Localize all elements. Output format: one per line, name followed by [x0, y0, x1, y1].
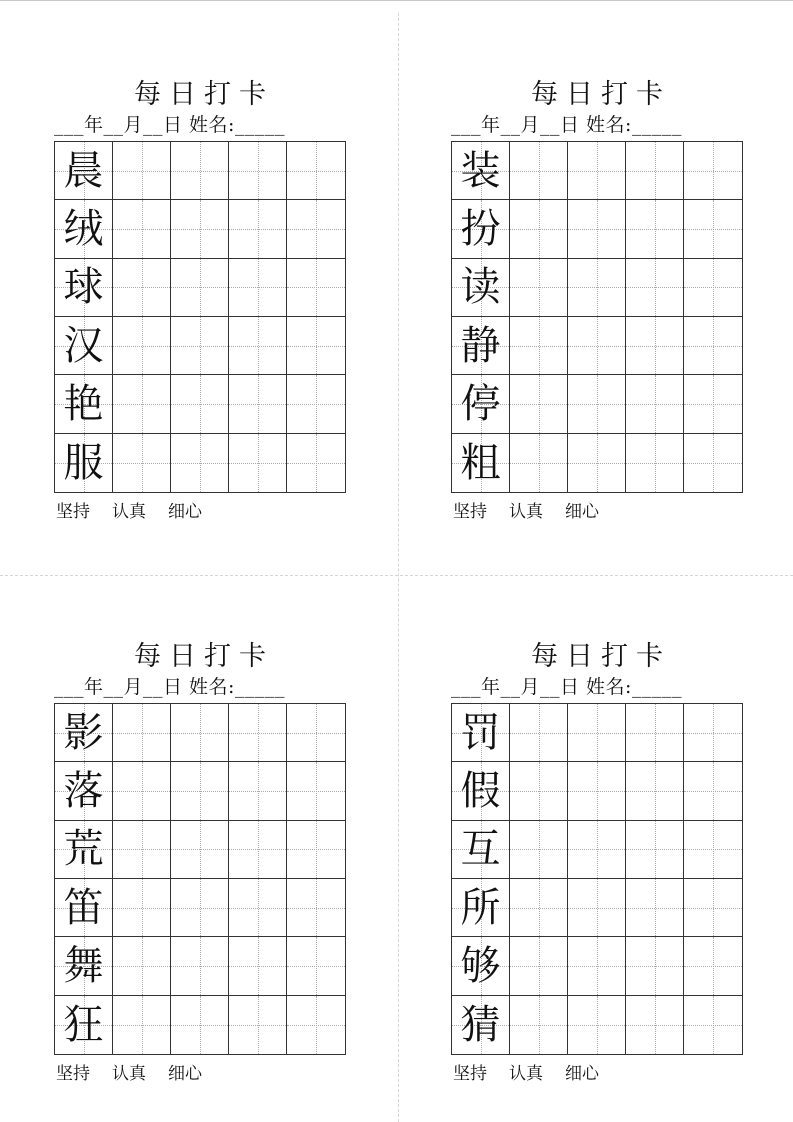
practice-cell [229, 317, 287, 375]
model-character-cell [55, 259, 113, 317]
practice-cell [287, 317, 345, 375]
practice-cell [568, 434, 626, 492]
model-character: 停 [460, 380, 501, 427]
practice-cell [171, 259, 229, 317]
practice-cell [229, 434, 287, 492]
practice-cell [229, 762, 287, 820]
model-character: 狂 [63, 1001, 104, 1048]
practice-cell [229, 259, 287, 317]
practice-cell [510, 259, 568, 317]
practice-cell [171, 200, 229, 258]
model-character: 落 [63, 767, 104, 814]
model-character: 假 [460, 767, 501, 814]
model-character: 舞 [63, 942, 104, 989]
motto-word: 细心 [565, 502, 599, 522]
model-character-cell [452, 375, 510, 433]
practice-cell [684, 259, 742, 317]
practice-cell [684, 879, 742, 937]
writing-grid [451, 141, 743, 493]
model-character-cell [452, 996, 510, 1054]
practice-cell [626, 142, 684, 200]
model-character-cell [452, 762, 510, 820]
model-character: 晨 [63, 147, 104, 194]
practice-cell [113, 762, 171, 820]
horizontal-cut-line [0, 575, 793, 576]
practice-cell [626, 259, 684, 317]
date-name-line: ___年__月__日 姓名:_____ [451, 114, 682, 136]
practice-cell [684, 142, 742, 200]
practice-cell [113, 259, 171, 317]
practice-cell [568, 259, 626, 317]
model-character: 猜 [460, 1001, 501, 1048]
practice-cell [626, 375, 684, 433]
motto-line [56, 1063, 224, 1085]
practice-cell [510, 142, 568, 200]
model-character-cell [55, 317, 113, 375]
practice-cell [229, 996, 287, 1054]
practice-cell [171, 317, 229, 375]
practice-cell [229, 142, 287, 200]
practice-cell [287, 821, 345, 879]
practice-cell [510, 704, 568, 762]
model-character: 服 [63, 439, 104, 486]
model-character-cell [55, 200, 113, 258]
practice-cell [684, 375, 742, 433]
practice-cell [113, 704, 171, 762]
model-character: 装 [460, 147, 501, 194]
motto-line [453, 1063, 621, 1085]
model-character: 所 [460, 884, 501, 931]
practice-cell [510, 200, 568, 258]
practice-cell [287, 937, 345, 995]
model-character: 罚 [460, 709, 501, 756]
practice-cell [626, 200, 684, 258]
model-character: 球 [63, 264, 104, 311]
practice-cell [113, 821, 171, 879]
practice-cell [510, 996, 568, 1054]
practice-cell [113, 879, 171, 937]
practice-cell [626, 317, 684, 375]
model-character-cell [55, 142, 113, 200]
practice-cell [171, 996, 229, 1054]
practice-cell [684, 317, 742, 375]
motto-word: 认真 [509, 1064, 543, 1084]
practice-cell [626, 762, 684, 820]
practice-cell [287, 704, 345, 762]
motto-word: 坚持 [56, 502, 90, 522]
practice-cell [568, 937, 626, 995]
practice-cell [684, 434, 742, 492]
practice-cell [287, 879, 345, 937]
practice-cell [510, 879, 568, 937]
model-character: 粗 [460, 439, 501, 486]
practice-cell [113, 375, 171, 433]
model-character-cell [55, 821, 113, 879]
practice-cell [626, 434, 684, 492]
date-name-line: ___年__月__日 姓名:_____ [54, 114, 285, 136]
model-character-cell [55, 375, 113, 433]
panel-title: 每日打卡 [134, 641, 274, 672]
model-character-cell [55, 762, 113, 820]
practice-cell [229, 375, 287, 433]
practice-cell [684, 996, 742, 1054]
model-character: 荒 [63, 826, 104, 873]
date-name-line: ___年__月__日 姓名:_____ [451, 676, 682, 698]
practice-cell [568, 879, 626, 937]
top-rule [0, 0, 793, 1]
motto-word: 认真 [112, 1064, 146, 1084]
practice-cell [568, 704, 626, 762]
practice-cell [287, 762, 345, 820]
practice-cell [287, 996, 345, 1054]
motto-word: 认真 [112, 502, 146, 522]
practice-cell [171, 762, 229, 820]
practice-cell [113, 937, 171, 995]
practice-cell [229, 200, 287, 258]
model-character-cell [452, 259, 510, 317]
practice-cell [171, 142, 229, 200]
practice-cell [287, 434, 345, 492]
model-character: 互 [460, 826, 501, 873]
practice-cell [229, 704, 287, 762]
practice-cell [626, 937, 684, 995]
practice-cell [568, 762, 626, 820]
practice-cell [684, 937, 742, 995]
model-character: 艳 [63, 380, 104, 427]
model-character: 影 [63, 709, 104, 756]
date-name-line: ___年__月__日 姓名:_____ [54, 676, 285, 698]
practice-cell [171, 937, 229, 995]
practice-cell [171, 375, 229, 433]
practice-cell [568, 317, 626, 375]
practice-cell [510, 375, 568, 433]
model-character: 扮 [460, 205, 501, 252]
practice-cell [568, 821, 626, 879]
writing-grid [54, 141, 346, 493]
practice-cell [510, 434, 568, 492]
motto-line [453, 501, 621, 523]
model-character-cell [452, 821, 510, 879]
practice-cell [684, 821, 742, 879]
practice-cell [568, 142, 626, 200]
motto-word: 坚持 [453, 1064, 487, 1084]
model-character: 读 [460, 264, 501, 311]
model-character: 静 [460, 322, 501, 369]
practice-cell [113, 200, 171, 258]
practice-cell [568, 375, 626, 433]
model-character-cell [55, 434, 113, 492]
model-character: 够 [460, 942, 501, 989]
practice-cell [684, 200, 742, 258]
practice-cell [510, 762, 568, 820]
motto-line [56, 501, 224, 523]
writing-grid [54, 703, 346, 1055]
model-character-cell [452, 142, 510, 200]
practice-cell [626, 704, 684, 762]
motto-word: 坚持 [56, 1064, 90, 1084]
motto-word: 认真 [509, 502, 543, 522]
model-character-cell [55, 996, 113, 1054]
model-character-cell [55, 879, 113, 937]
model-character: 绒 [63, 205, 104, 252]
panel-title: 每日打卡 [531, 79, 671, 110]
model-character-cell [55, 704, 113, 762]
practice-cell [287, 375, 345, 433]
practice-cell [229, 821, 287, 879]
model-character-cell [452, 879, 510, 937]
practice-cell [171, 821, 229, 879]
practice-cell [229, 937, 287, 995]
motto-word: 细心 [168, 1064, 202, 1084]
model-character-cell [452, 317, 510, 375]
model-character-cell [55, 937, 113, 995]
model-character: 汉 [63, 322, 104, 369]
vertical-cut-line [398, 13, 399, 1122]
practice-cell [171, 879, 229, 937]
practice-cell [229, 879, 287, 937]
practice-cell [626, 879, 684, 937]
model-character-cell [452, 704, 510, 762]
practice-cell [287, 259, 345, 317]
model-character-cell [452, 434, 510, 492]
practice-cell [113, 996, 171, 1054]
motto-word: 细心 [168, 502, 202, 522]
panel-title: 每日打卡 [134, 79, 274, 110]
practice-cell [113, 317, 171, 375]
practice-cell [626, 996, 684, 1054]
practice-cell [113, 142, 171, 200]
motto-word: 坚持 [453, 502, 487, 522]
practice-cell [684, 704, 742, 762]
practice-cell [171, 704, 229, 762]
model-character-cell [452, 937, 510, 995]
practice-cell [568, 200, 626, 258]
practice-cell [171, 434, 229, 492]
practice-cell [568, 996, 626, 1054]
practice-cell [510, 821, 568, 879]
practice-cell [626, 821, 684, 879]
model-character-cell [452, 200, 510, 258]
model-character: 笛 [63, 884, 104, 931]
motto-word: 细心 [565, 1064, 599, 1084]
practice-cell [287, 200, 345, 258]
practice-cell [684, 762, 742, 820]
writing-grid [451, 703, 743, 1055]
practice-cell [287, 142, 345, 200]
practice-cell [510, 317, 568, 375]
practice-cell [113, 434, 171, 492]
practice-cell [510, 937, 568, 995]
panel-title: 每日打卡 [531, 641, 671, 672]
